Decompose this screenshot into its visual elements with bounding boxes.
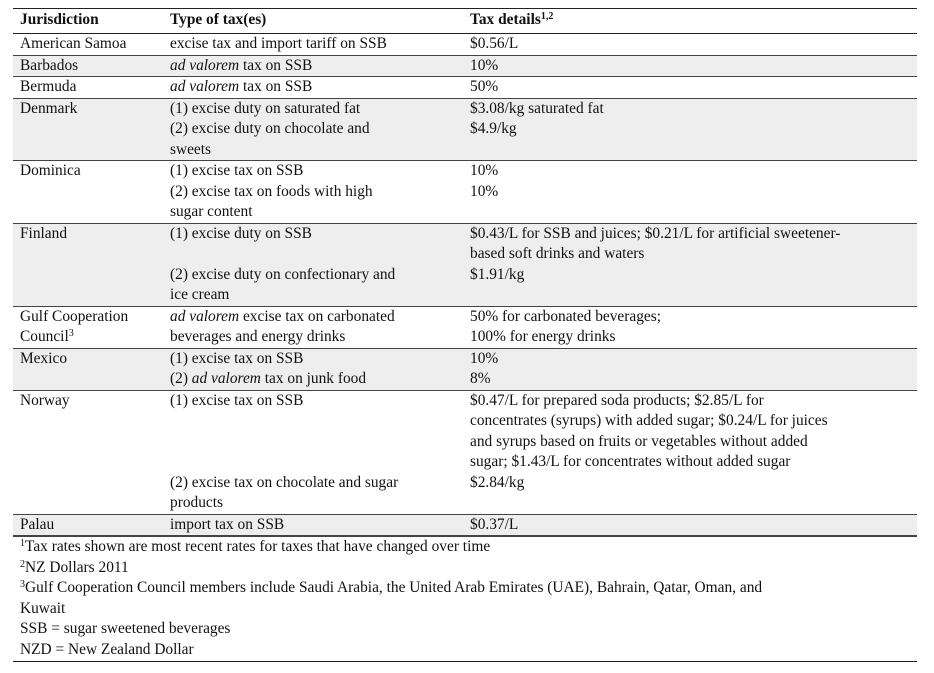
header-row [13,9,917,34]
type-line: (2) excise tax on foods with high [170,182,373,200]
table-row [13,348,917,390]
type-text: tax on junk food [260,370,367,387]
footnote-marker: 3 [20,579,25,590]
type-cell [163,306,463,348]
details-line: based soft drinks and waters [470,245,645,262]
details-line: sugar; $1.43/L for concentrates without added sugar [470,453,791,470]
type-text: tax on SSB [239,78,313,95]
jurisdiction-cell [13,306,163,348]
jurisdiction-cell: American Samoa [20,35,127,52]
header-details [463,9,917,34]
footnote-marker: 2 [20,558,25,570]
jurisdiction-cell: Bermuda [20,78,77,95]
type-line: products [170,494,224,511]
tax-table [13,8,917,536]
footnote-3 [20,578,917,599]
header-details-label: Tax details [470,11,541,28]
type-line: (2) excise tax on chocolate and sugar [170,473,399,491]
type-line: sugar content [170,203,253,220]
details-cell [463,348,917,390]
type-line: ice cream [170,286,230,303]
jurisdiction-text: Council [20,328,69,345]
type-text: (2) [170,370,192,387]
jurisdiction-cell: Barbados [20,56,79,74]
footnote-2 [20,558,917,579]
details-line: $0.47/L for prepared soda products; $2.85/L for [470,391,764,409]
table-row [13,514,917,536]
type-cell [163,390,463,514]
table-row [13,34,917,56]
tax-table-document [13,8,917,662]
details-cell [463,223,917,306]
table-row [13,55,917,77]
table-row [13,223,917,306]
jurisdiction-cell: Palau [20,515,55,533]
type-line: (1) excise tax on SSB [170,391,304,409]
details-line: 100% for energy drinks [470,328,616,345]
type-line: (2) excise duty on confectionary and [170,265,396,283]
type-cell [163,55,463,77]
details-cell: $0.37/L [470,515,519,533]
footnote-text: Gulf Cooperation Council members include Saudi Arabia, the United Arab Emirates (UAE), Bahrain, Qatar, Oman, and [25,579,763,596]
type-line: beverages and energy drinks [170,328,346,345]
details-line: concentrates (syrups) with added sugar; $0.24/L for juices [470,412,828,429]
details-line: 50% for carbonated beverages; [470,307,662,325]
type-line [170,307,463,328]
type-text: excise tax on carbonated [239,307,395,325]
type-line [170,369,463,390]
table-footnotes [13,536,917,662]
type-line: (1) excise duty on saturated fat [170,99,361,117]
details-cell: $0.56/L [470,35,519,52]
details-cell [463,161,917,224]
details-line: $3.08/kg saturated fat [470,99,604,117]
type-cell: import tax on SSB [170,515,285,533]
details-line: $2.84/kg [470,473,525,491]
table-row [13,98,917,161]
table-row [13,306,917,348]
details-line: 10% [470,182,499,200]
footnote-text: Tax rates shown are most recent rates for taxes that have changed over time [25,538,491,555]
type-emphasis: ad valorem [170,307,240,325]
type-cell [163,161,463,224]
details-line: 10% [470,162,499,179]
footnote-1 [20,537,917,558]
type-emphasis: ad valorem [191,370,261,387]
details-cell [463,98,917,161]
type-cell [163,98,463,161]
jurisdiction-cell: Mexico [20,349,68,367]
jurisdiction-line: Gulf Cooperation [20,307,129,325]
footnote-text: NZ Dollars 2011 [25,558,129,576]
type-cell [163,223,463,306]
details-cell: 10% [470,56,499,74]
footnote-marker: 1 [20,538,25,549]
jurisdiction-cell: Dominica [20,162,81,179]
jurisdiction-cell: Norway [20,391,70,409]
details-cell [463,390,917,514]
details-line: and syrups based on fruits or vegetables without added [470,432,808,450]
details-cell: 50% [470,78,499,95]
header-type: Type of tax(es) [170,11,267,28]
header-details-footnote: 1,2 [540,11,554,22]
details-line: 8% [470,370,491,387]
type-line: (2) excise duty on chocolate and [170,120,370,137]
details-line: 10% [470,349,499,367]
footnote-3-continued: Kuwait [20,599,66,617]
footnote-marker: 3 [68,328,74,339]
type-emphasis: ad valorem [170,78,240,95]
details-line: $4.9/kg [470,120,517,137]
details-line: $0.43/L for SSB and juices; $0.21/L for artificial sweetener- [470,224,841,242]
type-line: sweets [170,140,212,158]
abbreviation-ssb: SSB = sugar sweetened beverages [20,620,231,637]
type-line: (1) excise tax on SSB [170,349,304,367]
table-row [13,77,917,99]
type-cell [163,348,463,390]
type-line: (1) excise tax on SSB [170,162,304,179]
type-line: (1) excise duty on SSB [170,224,312,242]
details-cell [463,306,917,348]
type-text: tax on SSB [239,56,313,74]
header-jurisdiction: Jurisdiction [20,11,99,28]
jurisdiction-line [20,327,163,348]
type-emphasis: ad valorem [170,56,240,74]
table-row [13,161,917,224]
table-row [13,390,917,514]
type-cell [163,77,463,99]
jurisdiction-cell: Finland [20,224,68,242]
details-line: $1.91/kg [470,265,525,283]
type-cell: excise tax and import tariff on SSB [170,35,387,52]
jurisdiction-cell: Denmark [20,99,78,117]
abbreviation-nzd: NZD = New Zealand Dollar [20,640,194,658]
